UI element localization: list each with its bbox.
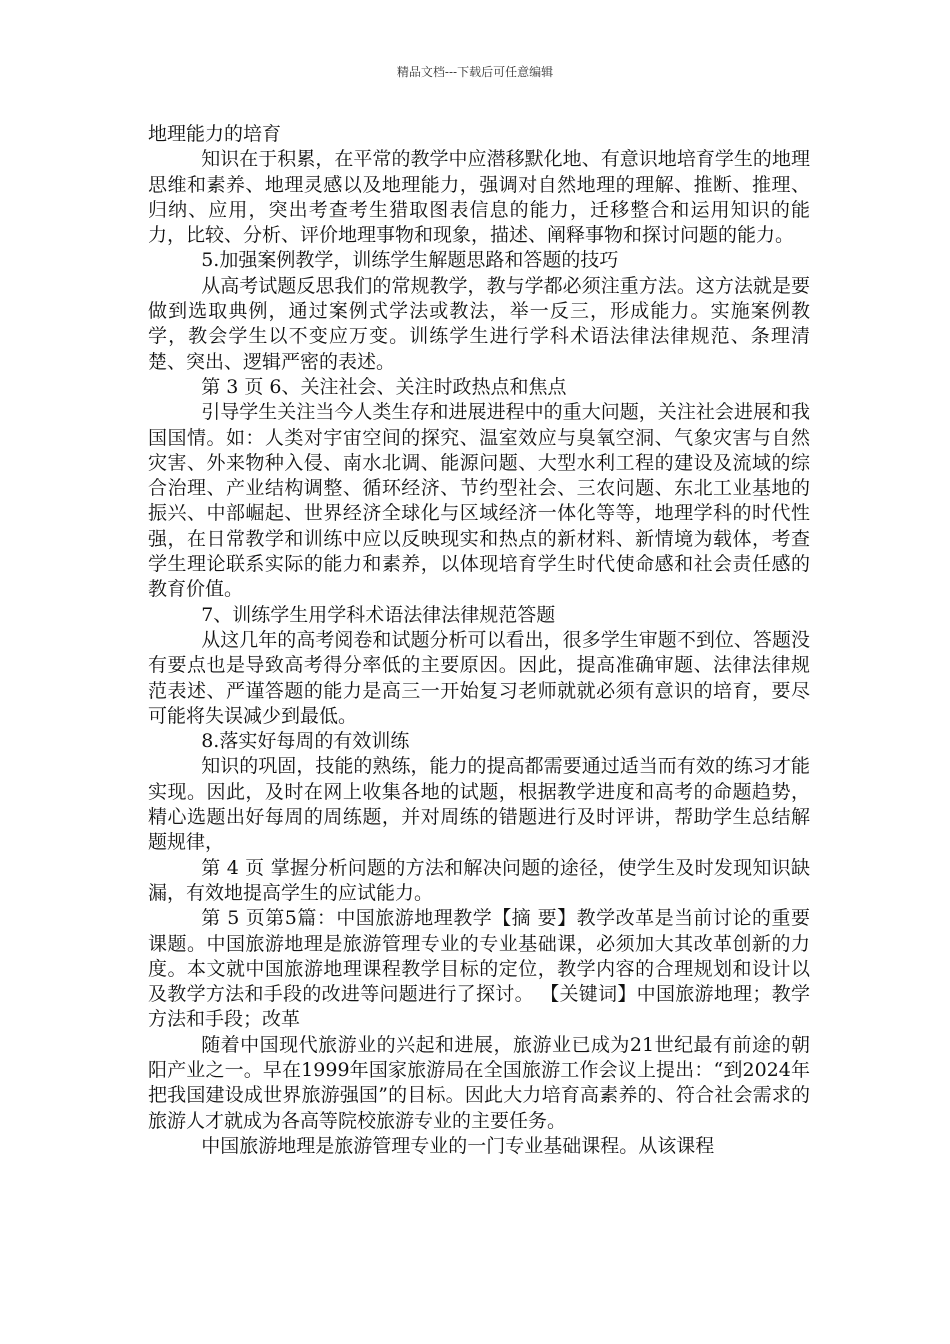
paragraph: 从这几年的高考阅卷和试题分析可以看出，很多学生审题不到位、答题没有要点也是导致高考得分率低的主要原因。因此，提高准确审题、法律法律规范表述、严谨答题的能力是高三一开始复习老师就就必须有意识的培育，要尽可能将失误减少到最低。 [148, 628, 810, 727]
paragraph: 引导学生关注当今人类生存和进展进程中的重大问题，关注社会进展和我国国情。如：人类对宇宙空间的探究、温室效应与臭氧空洞、气象灾害与自然灾害、外来物种入侵、南水北调、能源问题、大型水利工程的建设及流域的综合治理、产业结构调整、循环经济、节约型社会、三农问题、东北工业基地的振兴、中部崛起、世界经济全球化与区域经济一体化等等，地理学科的时代性强，在日常教学和训练中应以反映现实和热点的新材料、新情境为载体，考查学生理论联系实际的能力和素养，以体现培育学生时代使命感和社会责任感的教育价值。 [148, 401, 810, 601]
paragraph: 从高考试题反思我们的常规教学，教与学都必须注重方法。这方法就是要做到选取典例，通过案例式学法或教法，举一反三，形成能力。实施案例教学，教会学生以不变应万变。训练学生进行学科术语法律法律规范、条理清楚、突出、逻辑严密的表述。 [148, 274, 810, 373]
section-heading: 7、训练学生用学科术语法律法律规范答题 [201, 603, 556, 626]
paragraph: 第 5 页第5篇：中国旅游地理教学【摘 要】教学改革是当前讨论的重要课题。中国旅游地理是旅游管理专业的专业基础课，必须加大其改革创新的力度。本文就中国旅游地理课程教学目标的定位，教学内容的合理规划和设计以及教学方法和手段的改进等问题进行了探讨。 【关键词】中国旅游地理；教学方法和手段；改革 [148, 907, 810, 1031]
paragraph: 随着中国现代旅游业的兴起和进展，旅游业已成为21世纪最有前途的朝阳产业之一。早在1999年国家旅游局在全国旅游工作会议上提出：“到2024年把我国建设成世界旅游强国”的目标。因此大力培育高素养的、符合社会需求的旅游人才就成为各高等院校旅游专业的主要任务。 [148, 1033, 810, 1132]
paragraph: 知识在于积累，在平常的教学中应潜移默化地、有意识地培育学生的地理思维和素养、地理灵感以及地理能力，强调对自然地理的理解、推断、推理、归纳、应用，突出考查考生猎取图表信息的能力，迁移整合和运用知识的能力，比较、分析、评价地理事物和现象，描述、阐释事物和探讨问题的能力。 [148, 148, 810, 247]
section-heading: 地理能力的培育 [148, 123, 282, 145]
section-heading: 5.加强案例教学，训练学生解题思路和答题的技巧 [201, 249, 619, 272]
document-body [148, 122, 810, 1159]
paragraph: 第 4 页 掌握分析问题的方法和解决问题的途径，使学生及时发现知识缺漏，有效地提高学生的应试能力。 [148, 856, 810, 904]
section-heading: 8.落实好每周的有效训练 [201, 730, 410, 753]
paragraph: 知识的巩固，技能的熟练，能力的提高都需要通过适当而有效的练习才能实现。因此，及时在网上收集各地的试题，根据教学进度和高考的命题趋势，精心选题出好每周的周练题，并对周练的错题进行及时评讲，帮助学生总结解题规律， [148, 755, 810, 854]
paragraph: 中国旅游地理是旅游管理专业的一门专业基础课程。从该课程 [201, 1134, 715, 1157]
section-heading: 第 3 页 6、关注社会、关注时政热点和焦点 [201, 375, 567, 398]
page-header: 精品文档---下载后可任意编辑 [396, 65, 554, 79]
